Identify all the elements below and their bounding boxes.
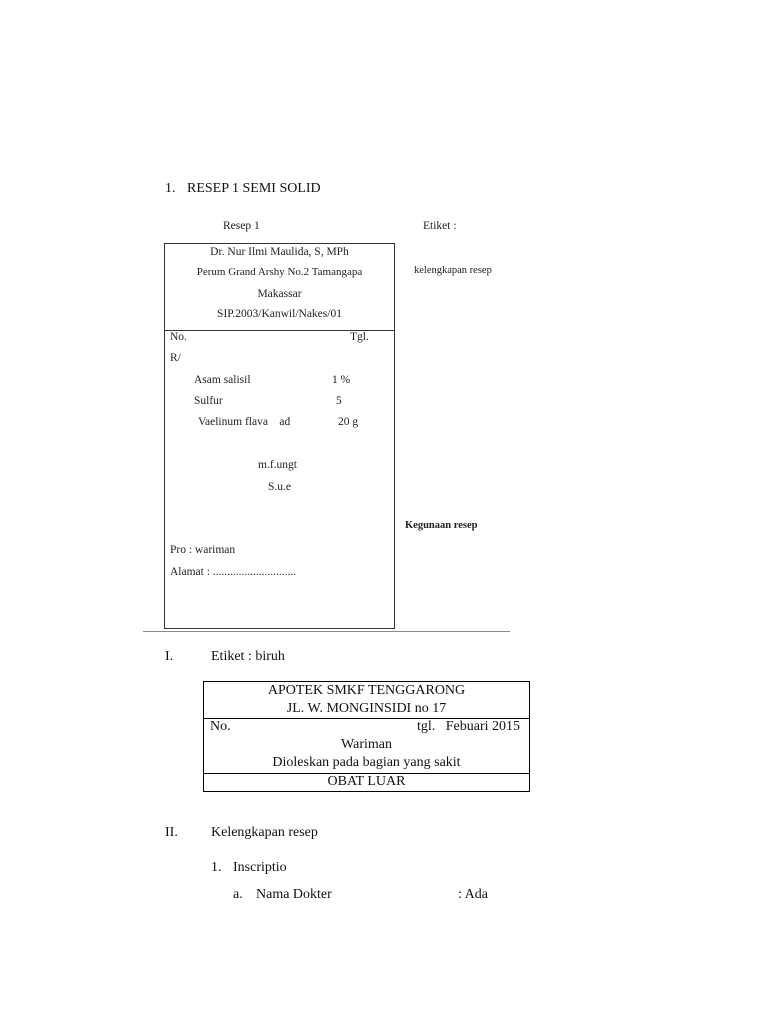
recipe-sue: S.u.e [268, 481, 291, 493]
etiket-date: tgl. Febuari 2015 [416, 719, 520, 734]
ingredient-amount: 5 [336, 395, 342, 407]
usage-instruction: Dioleskan pada bagian yang sakit [272, 755, 461, 770]
item-letter: a. [233, 887, 243, 902]
recipe-pro: Pro : wariman [170, 544, 236, 556]
usage-type: OBAT LUAR [327, 774, 406, 789]
doctor-address: Perum Grand Arshy No.2 Tamangapa [196, 266, 363, 278]
ingredient-amount: 1 % [332, 374, 351, 386]
doctor-city: Makassar [257, 288, 302, 300]
patient-name: Wariman [341, 737, 392, 752]
etiket-no-label: No. [210, 719, 231, 734]
section-II-numeral: II. [165, 825, 178, 840]
recipe-alamat: Alamat : ............................. [170, 566, 297, 578]
recipe-tgl-label: Tgl. [350, 331, 369, 343]
pharmacy-address: JL. W. MONGINSIDI no 17 [286, 701, 447, 716]
etiket-table [203, 681, 530, 792]
ingredient-name: Asam salisil [194, 374, 251, 386]
scan-bottom-line [143, 631, 510, 632]
etiket-label: Etiket : [423, 220, 457, 232]
recipe-no-label: No. [170, 331, 187, 343]
pharmacy-name: APOTEK SMKF TENGGARONG [267, 683, 466, 698]
ingredient-name: Vaelinum flava ad [198, 416, 291, 428]
kegunaan-label: Kegunaan resep [405, 520, 478, 531]
section-number: 1. [165, 181, 176, 196]
section-I-numeral: I. [165, 649, 174, 664]
ingredient-amount: 20 g [338, 416, 359, 428]
recipe-r-label: R/ [170, 352, 181, 364]
ingredient-name: Sulfur [194, 395, 223, 407]
section-II-text: Kelengkapan resep [211, 825, 318, 840]
recipe-mf: m.f.ungt [258, 459, 297, 471]
item-value: : Ada [458, 887, 488, 902]
item-label: Nama Dokter [256, 887, 332, 902]
doctor-sip: SIP.2003/Kanwil/Nakes/01 [217, 308, 342, 320]
section-title: RESEP 1 SEMI SOLID [187, 181, 321, 196]
recipe-caption: Resep 1 [223, 220, 260, 232]
doctor-name: Dr. Nur Ilmi Maulida, S, MPh [210, 246, 349, 258]
subsection-title: Inscriptio [233, 860, 287, 875]
kelengkapan-label: kelengkapan resep [414, 265, 492, 276]
section-I-text: Etiket : biruh [211, 649, 285, 664]
subsection-number: 1. [211, 860, 222, 875]
